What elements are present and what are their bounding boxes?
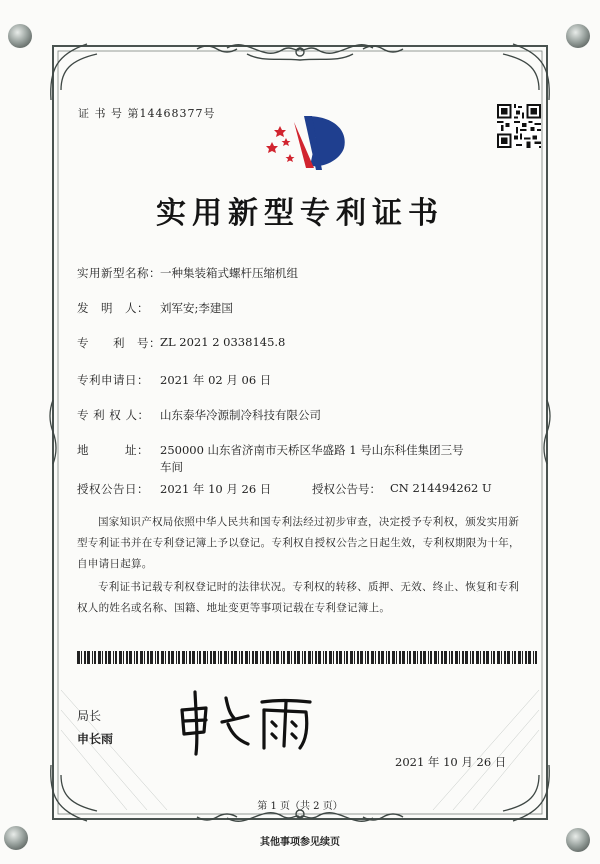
field-value-grant-no: CN 214494262 U xyxy=(390,481,492,495)
field-label-filing-date: 专利申请日： xyxy=(77,373,149,387)
field-value-address-line2: 车间 xyxy=(160,460,183,474)
field-value-holder: 山东泰华冷源制冷科技有限公司 xyxy=(160,408,321,422)
field-value-address: 250000 山东省济南市天桥区华盛路 1 号山东科佳集团三号 xyxy=(160,443,464,457)
signature-title: 局长 xyxy=(77,709,102,723)
field-value-filing-date: 2021 年 02 月 06 日 xyxy=(160,373,272,387)
qr-code-icon xyxy=(497,104,541,148)
certificate-title: 实用新型专利证书 xyxy=(156,196,444,231)
signature-name: 申长雨 xyxy=(77,732,114,746)
cnipa-logo-icon xyxy=(258,108,354,174)
handwritten-signature xyxy=(176,688,316,758)
field-value-inventors: 刘军安;李建国 xyxy=(160,301,233,315)
field-label-name: 实用新型名称： xyxy=(77,266,161,280)
pin-top-right-icon xyxy=(566,24,590,48)
field-value-patent-no: ZL 2021 2 0338145.8 xyxy=(160,335,286,349)
page-indicator: 第 1 页（共 2 页） xyxy=(257,801,343,812)
field-label-address: 地 址： xyxy=(77,443,149,457)
field-value-name: 一种集装箱式螺杆压缩机组 xyxy=(160,266,298,280)
statement-paragraph-1: 国家知识产权局依照中华人民共和国专利法经过初步审查，决定授予专利权，颁发实用新型专利证书并在专利登记簿上予以登记。专利权自授权公告之日起生效，专利权期限为十年，自申请日起算。 xyxy=(77,516,520,570)
statement-paragraph-2: 专利证书记载专利权登记时的法律状况。专利权的转移、质押、无效、终止、恢复和专利权人的姓名或名称、国籍、地址变更等事项记载在专利登记簿上。 xyxy=(77,581,520,614)
barcode-icon xyxy=(77,651,537,664)
certificate-number: 证 书 号 第14468377号 xyxy=(78,107,216,120)
field-label-grant-no: 授权公告号： xyxy=(312,482,381,496)
field-label-grant-date: 授权公告日： xyxy=(77,482,149,496)
footer-note: 其他事项参见续页 xyxy=(260,837,340,848)
pin-top-left-icon xyxy=(8,24,32,48)
field-value-grant-date: 2021 年 10 月 26 日 xyxy=(160,482,272,496)
field-label-inventors: 发 明 人： xyxy=(77,301,149,315)
field-label-patent-no: 专 利 号： xyxy=(77,336,161,350)
signature-date: 2021 年 10 月 26 日 xyxy=(395,755,507,769)
field-label-holder: 专 利 权 人： xyxy=(77,408,150,422)
